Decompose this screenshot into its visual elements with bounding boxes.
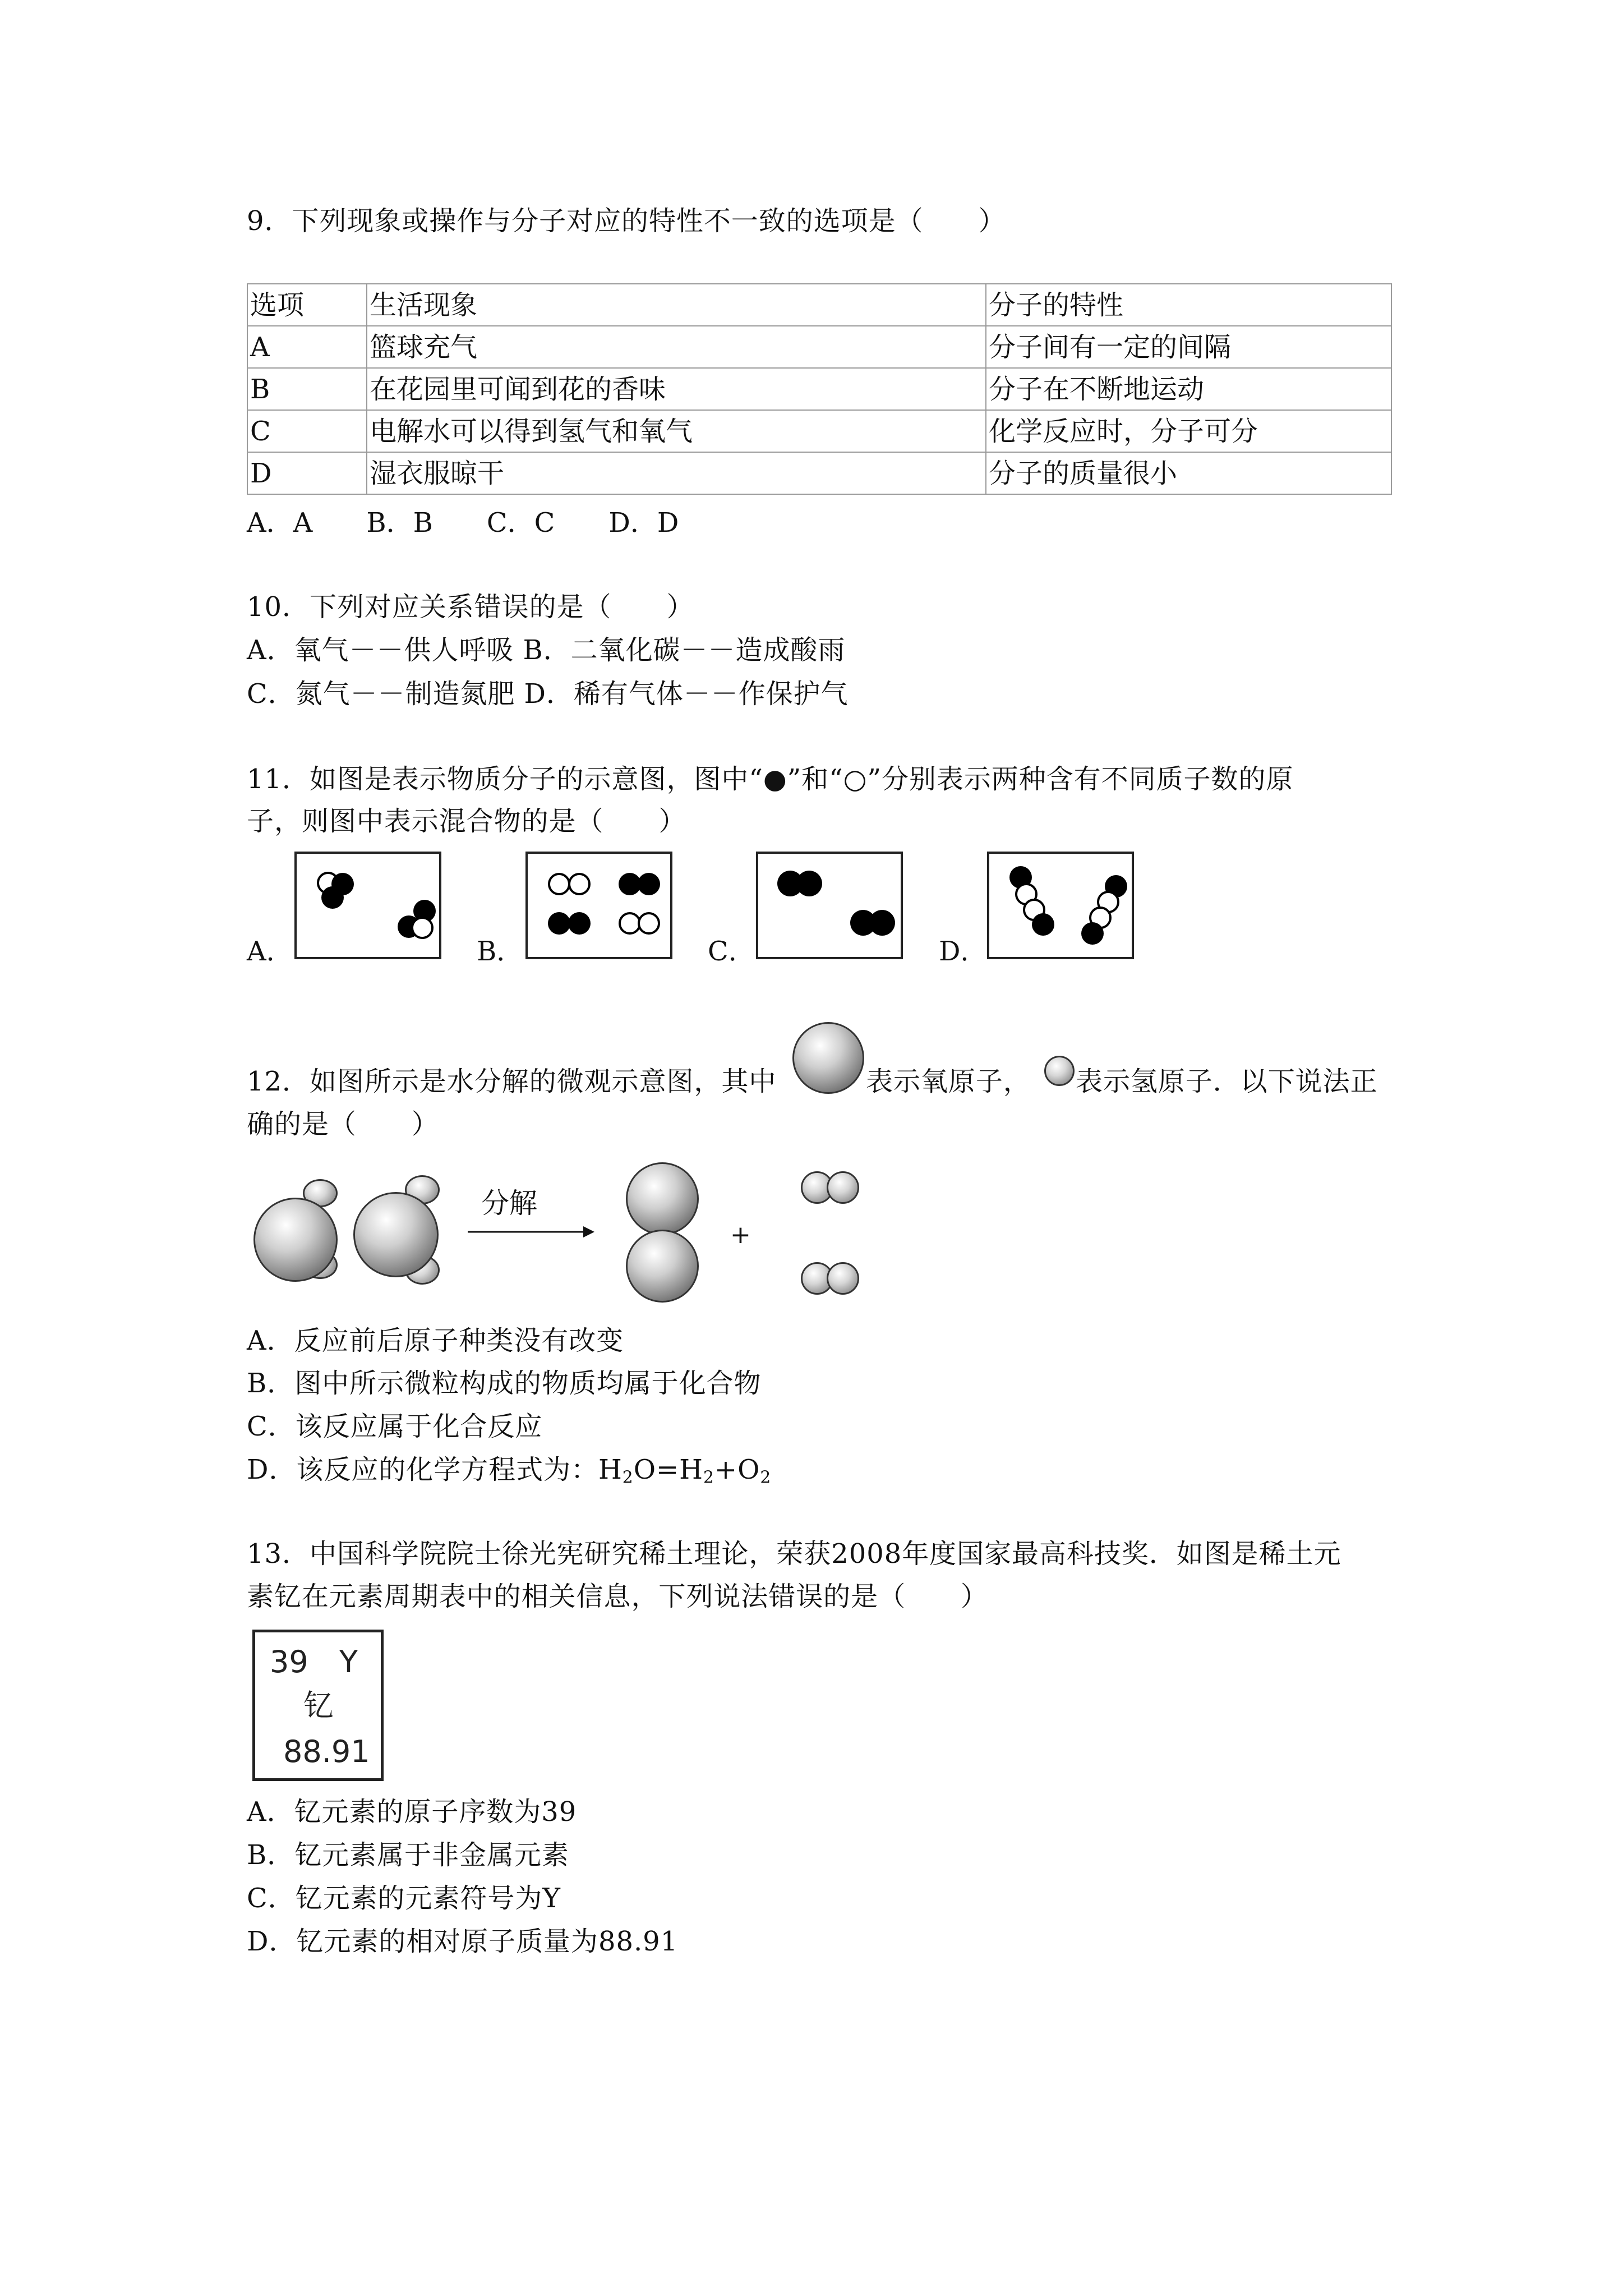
table-cell: 在花园里可闻到花的香味 <box>367 368 986 410</box>
q13-stem-line1: 13．中国科学院院士徐光宪研究稀土理论，荣获2008年度国家最高科技奖．如图是稀土元 <box>247 1538 1341 1570</box>
q12-stem-part2: 表示氧原子， <box>866 1066 1031 1097</box>
subscript: 2 <box>703 1467 714 1488</box>
table-cell: B <box>247 368 367 410</box>
black-atom <box>1081 922 1104 945</box>
q11-stem-line1: 11．如图是表示物质分子的示意图，图中“●”和“○”分别表示两种含有不同质子数的原 <box>247 763 1294 795</box>
q12-stem-part3: 表示氢原子．以下说法正 <box>1076 1066 1378 1097</box>
oxygen-atom <box>253 1198 338 1282</box>
table-row <box>247 368 1391 410</box>
q11-label-b: B． <box>477 936 524 967</box>
table-cell: 分子在不断地运动 <box>986 368 1391 410</box>
q12-option-b: B．图中所示微粒构成的物质均属于化合物 <box>247 1368 762 1399</box>
element-name: 钇 <box>303 1688 334 1723</box>
oxygen-atom <box>626 1230 699 1303</box>
black-atom <box>869 910 895 936</box>
table-row <box>247 410 1391 452</box>
q11-diagram-c <box>756 852 903 959</box>
q9-stem: 9．下列现象或操作与分子对应的特性不一致的选项是（ ） <box>247 205 1006 237</box>
table-cell: 电解水可以得到氢气和氧气 <box>367 410 986 452</box>
hydrogen-atom <box>827 1171 859 1204</box>
table-cell: D <box>247 452 367 494</box>
table-row <box>247 326 1391 368</box>
q11-diagram-d <box>987 852 1134 959</box>
hydrogen-atom-legend-icon <box>1044 1056 1075 1086</box>
black-atom <box>638 873 660 895</box>
element-card <box>252 1630 384 1781</box>
q13-option-c: C．钇元素的元素符号为Y <box>247 1883 561 1914</box>
q13-option-d: D．钇元素的相对原子质量为88.91 <box>247 1926 679 1957</box>
atomic-number: 39 <box>270 1644 308 1680</box>
table-header-cell: 分子的特性 <box>986 284 1391 326</box>
table-cell: 化学反应时，分子可分 <box>986 410 1391 452</box>
black-atom <box>1032 913 1054 936</box>
q12-stem-part1: 12．如图所示是水分解的微观示意图，其中 <box>247 1066 777 1097</box>
q12-option-d-text: D．该反应的化学方程式为：H <box>247 1454 623 1485</box>
q11-diagram-a <box>294 852 441 959</box>
q9-table <box>247 283 1392 495</box>
white-atom <box>411 917 434 939</box>
white-atom <box>568 873 591 895</box>
element-symbol: Y <box>339 1644 358 1680</box>
q11-label-d: D． <box>939 936 988 967</box>
q9-options: A．A B．B C．C D．D <box>247 507 679 539</box>
oxygen-atom <box>626 1162 699 1235</box>
q12-stem-line2: 确的是（ ） <box>247 1108 439 1140</box>
q10-options-line1: A．氧气－－供人呼吸 B．二氧化碳－－造成酸雨 <box>247 634 846 666</box>
reaction-arrow-icon <box>467 1222 596 1242</box>
q11-label-c: C． <box>708 936 755 967</box>
table-header-row <box>247 284 1391 326</box>
white-atom <box>548 873 570 895</box>
q13-stem-line2: 素钇在元素周期表中的相关信息，下列说法错误的是（ ） <box>247 1581 988 1612</box>
table-cell: 篮球充气 <box>367 326 986 368</box>
table-header-cell: 生活现象 <box>367 284 986 326</box>
atomic-mass: 88.91 <box>283 1734 370 1769</box>
subscript: 2 <box>622 1467 634 1488</box>
q13-option-b: B．钇元素属于非金属元素 <box>247 1839 569 1871</box>
table-cell: 分子的质量很小 <box>986 452 1391 494</box>
q11-label-a: A． <box>247 936 293 967</box>
equation-part: O=H <box>633 1454 703 1485</box>
black-atom <box>321 886 344 909</box>
table-cell: A <box>247 326 367 368</box>
table-cell: 分子间有一定的间隔 <box>986 326 1391 368</box>
black-atom <box>548 912 570 935</box>
table-header-cell: 选项 <box>247 284 367 326</box>
black-atom <box>796 871 822 896</box>
q10-stem: 10．下列对应关系错误的是（ ） <box>247 591 694 623</box>
plus-sign: + <box>730 1221 751 1249</box>
q11-stem-line2: 子，则图中表示混合物的是（ ） <box>247 806 686 837</box>
table-row <box>247 452 1391 494</box>
subscript: 2 <box>760 1467 772 1488</box>
q11-diagram-b <box>525 852 672 959</box>
table-cell: 湿衣服晾干 <box>367 452 986 494</box>
equation-part: +O <box>714 1454 760 1485</box>
q10-options-line2: C．氮气－－制造氮肥 D．稀有气体－－作保护气 <box>247 678 849 710</box>
q13-option-a: A．钇元素的原子序数为39 <box>247 1796 577 1828</box>
q12-option-d <box>247 1456 771 1486</box>
oxygen-atom <box>353 1192 439 1277</box>
white-atom <box>638 912 660 935</box>
table-cell: C <box>247 410 367 452</box>
black-atom <box>568 912 591 935</box>
q12-option-a: A．反应前后原子种类没有改变 <box>247 1325 624 1356</box>
reaction-arrow-label: 分解 <box>481 1187 537 1220</box>
hydrogen-atom <box>827 1262 859 1295</box>
oxygen-atom-legend-icon <box>792 1022 864 1094</box>
q12-option-c: C．该反应属于化合反应 <box>247 1411 543 1442</box>
